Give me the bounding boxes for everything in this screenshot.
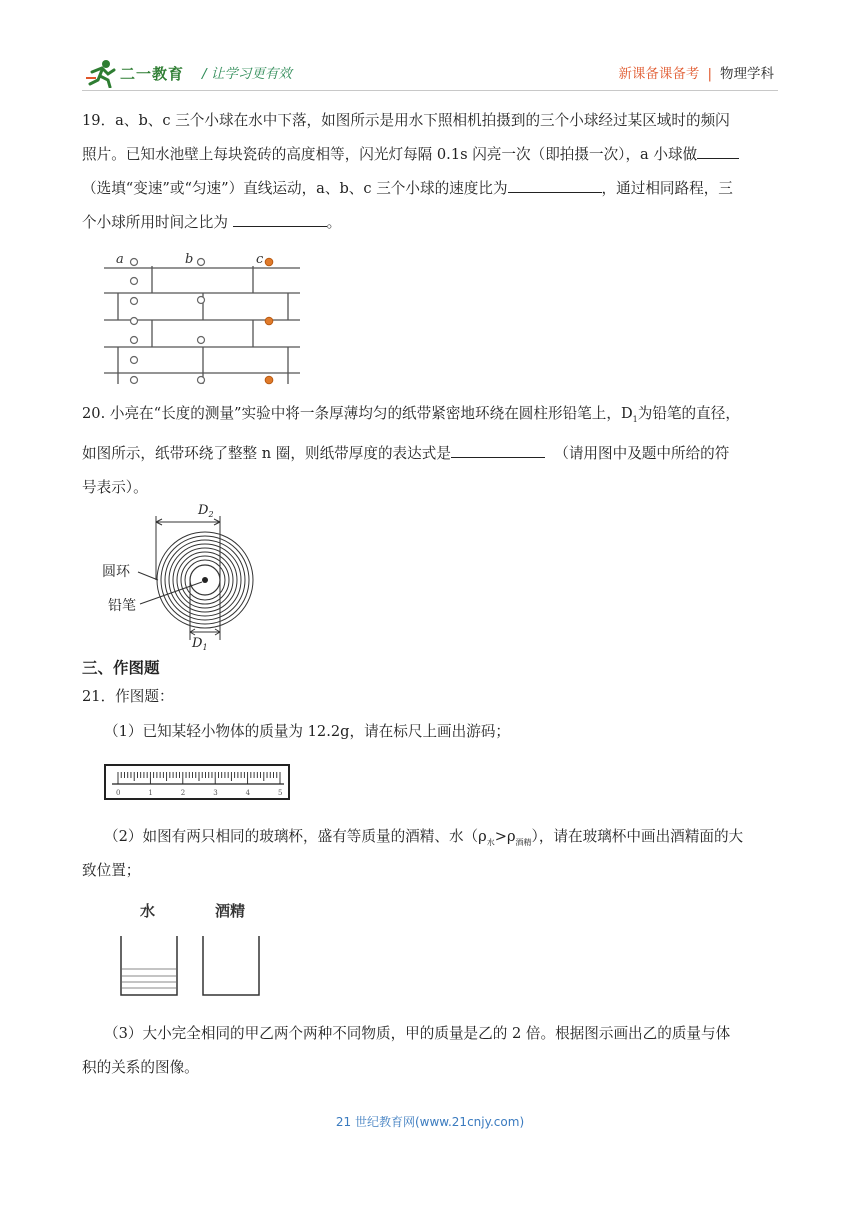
site-logo [84, 58, 192, 90]
header-separator: | [707, 66, 712, 82]
ball-a-2 [131, 278, 138, 285]
balance-ruler[interactable] [104, 764, 292, 802]
q21-p3-line1: （3）大小完全相同的甲乙两个两种不同物质，甲的质量是乙的 2 倍。根据图示画出乙的质量与体 [104, 1025, 731, 1042]
ruler-number: 2 [180, 789, 186, 797]
q21-part3 [82, 1017, 782, 1085]
q19-line3-text: （选填“变速”或“匀速”）直线运动，a、b、c 三个小球的速度比为 [82, 180, 508, 197]
label-d2: $D_2$ [198, 503, 214, 519]
label-pencil: 铅笔 [108, 598, 136, 614]
q21-part1: （1）已知某轻小物体的质量为 12.2g，请在标尺上画出游码； [104, 723, 511, 740]
answer-blank-motion[interactable] [697, 141, 739, 159]
water-level-lines [122, 969, 176, 988]
runner-logo-icon [84, 58, 118, 88]
ruler-number: 0 [116, 789, 121, 797]
ball-a-6 [131, 357, 138, 364]
ball-c-3 [265, 376, 273, 384]
label-alcohol: 酒精 [215, 902, 246, 920]
q19-line3 [82, 172, 782, 206]
q21-p2-end: ），请在玻璃杯中画出酒精面的大 [531, 828, 744, 845]
question-20 [82, 397, 782, 505]
water-cup [121, 936, 177, 995]
q21-p2-mid: >ρ [494, 828, 516, 845]
answer-blank-speed-ratio[interactable] [508, 175, 602, 193]
rho-water-sub: 水 [486, 837, 495, 847]
footer-text[interactable]: 21 世纪教育网(www.21cnjy.com) [335, 1115, 525, 1129]
q20-d1-subscript: 1 [632, 414, 638, 424]
section-title: 三、作图题 [82, 659, 160, 677]
ruler-number: 3 [213, 789, 218, 797]
q21-part2-line2: 致位置； [82, 862, 141, 879]
answer-blank-time-ratio[interactable] [233, 209, 327, 227]
q20-line2-end: （请用图中及题中所给的符 [554, 444, 730, 462]
header-slogan: / 让学习更有效 [202, 66, 292, 82]
q19-line4-text: 个小球所用时间之比为 [82, 214, 228, 231]
ball-a-7 [131, 377, 138, 384]
ball-c-2 [265, 317, 273, 325]
tile-wall-figure [100, 250, 305, 386]
alcohol-cup[interactable] [203, 936, 259, 995]
header-subject: 物理学科 [720, 66, 774, 82]
paper-roll-figure [96, 496, 266, 656]
ruler-number: 1 [148, 789, 153, 797]
ball-b-1 [198, 259, 205, 266]
logo-text: 二一教育 [120, 65, 185, 83]
label-d1: $D_1$ [192, 636, 208, 652]
glass-cups-figure [110, 896, 280, 1000]
question-19 [82, 104, 782, 240]
q20-line2-text: 如图所示，纸带环绕了整整 n 圈，则纸带厚度的表达式是 [82, 444, 451, 462]
q21-title: 21．作图题： [82, 688, 174, 705]
answer-blank-thickness[interactable] [451, 440, 545, 458]
ball-b-3 [198, 337, 205, 344]
header-left-label: 新课备课备考 [618, 66, 700, 82]
ball-a-3 [131, 298, 138, 305]
ball-label-a: a [116, 252, 124, 267]
header-right [618, 62, 774, 82]
q20-line1-end: 为铅笔的直径， [637, 405, 740, 422]
q21-p3-line2: 积的关系的图像。 [82, 1059, 199, 1076]
q19-line4-end: 。 [326, 214, 342, 231]
q20-line3: 号表示）。 [82, 478, 148, 496]
ball-b-4 [198, 377, 205, 384]
ball-a-1 [131, 259, 138, 266]
q20-line1-text: 20. 小亮在“长度的测量”实验中将一条厚薄均匀的纸带紧密地环绕在圆柱形铅笔上，D [82, 405, 633, 422]
ball-a-5 [131, 337, 138, 344]
rho-alcohol-sub: 酒精 [515, 837, 532, 847]
q20-line2 [82, 437, 782, 471]
ball-c-1 [265, 258, 273, 266]
pencil-center-dot [202, 577, 208, 583]
q19-line2 [82, 138, 782, 172]
q21-p2-text: （2）如图有两只相同的玻璃杯，盛有等质量的酒精、水（ρ [104, 828, 487, 845]
header-divider [82, 90, 778, 91]
ball-b-2 [198, 297, 205, 304]
q19-line3-end: ，通过相同路程，三 [601, 180, 733, 197]
q19-line1: 19．a、b、c 三个小球在水中下落，如图所示是用水下照相机拍摄到的三个小球经过某区域时的频闪 [82, 112, 730, 129]
q19-line4 [82, 206, 782, 240]
ruler-number: 4 [245, 789, 251, 797]
ball-a-4 [131, 318, 138, 325]
ball-label-b: b [185, 252, 194, 267]
q20-line1 [82, 397, 782, 437]
ball-label-c: c [256, 252, 264, 267]
ruler-number: 5 [278, 789, 283, 797]
q19-line2-text: 照片。已知水池壁上每块瓷砖的高度相等，闪光灯每隔 0.1s 闪亮一次（即拍摄一次），a 小球做 [82, 146, 698, 163]
label-water: 水 [140, 902, 156, 920]
label-ring: 圆环 [102, 564, 130, 580]
